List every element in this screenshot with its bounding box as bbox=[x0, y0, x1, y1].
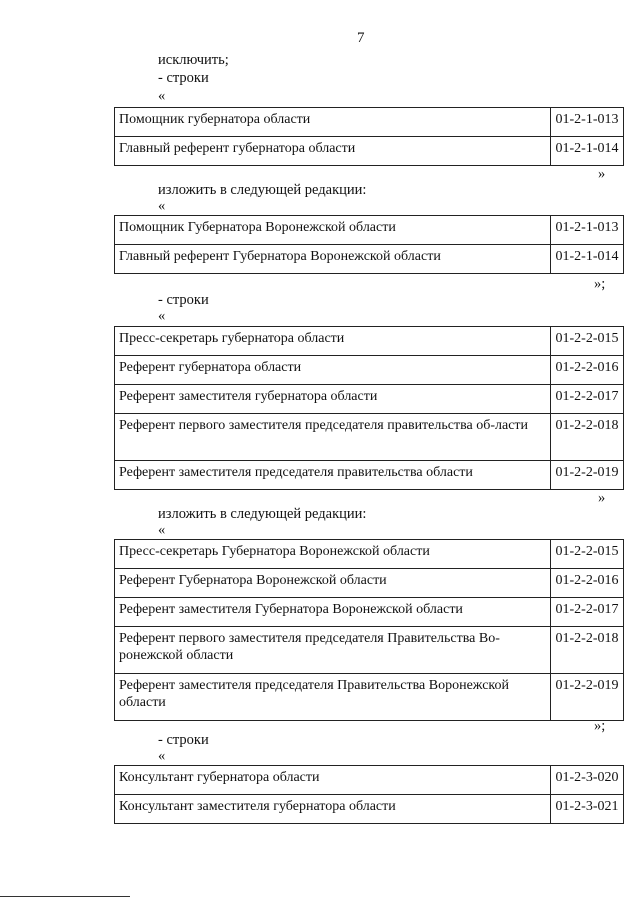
table-row bbox=[115, 598, 624, 627]
rows-label-3: - строки bbox=[158, 732, 209, 748]
table-1 bbox=[114, 107, 624, 166]
row-title: Пресс-секретарь Губернатора Воронежской области bbox=[115, 540, 551, 569]
row-code: 01-2-2-019 bbox=[551, 674, 624, 721]
rows-label-2: - строки bbox=[158, 292, 209, 308]
table-5 bbox=[114, 765, 624, 824]
row-code: 01-2-2-019 bbox=[551, 461, 624, 490]
table-row bbox=[115, 414, 624, 461]
row-code: 01-2-1-013 bbox=[551, 108, 624, 137]
row-title: Главный референт губернатора области bbox=[115, 137, 551, 166]
table-row bbox=[115, 356, 624, 385]
table-row bbox=[115, 569, 624, 598]
close-quote-semicolon-2: »; bbox=[594, 718, 606, 734]
row-title: Пресс-секретарь губернатора области bbox=[115, 327, 551, 356]
table-row bbox=[115, 627, 624, 674]
close-quote-2: » bbox=[598, 490, 606, 506]
row-title: Референт заместителя председателя правительства области bbox=[115, 461, 551, 490]
rows-label-1: - строки bbox=[158, 70, 209, 86]
row-code: 01-2-2-015 bbox=[551, 540, 624, 569]
open-quote-5: « bbox=[158, 748, 166, 764]
footnote-divider bbox=[0, 896, 130, 897]
table-row bbox=[115, 766, 624, 795]
row-code: 01-2-2-018 bbox=[551, 414, 624, 461]
row-code: 01-2-2-016 bbox=[551, 569, 624, 598]
close-quote-1: » bbox=[598, 166, 606, 182]
table-row bbox=[115, 795, 624, 824]
exclude-text: исключить; bbox=[158, 52, 229, 68]
row-title: Референт Губернатора Воронежской области bbox=[115, 569, 551, 598]
close-quote-semicolon-1: »; bbox=[594, 276, 606, 292]
row-title: Главный референт Губернатора Воронежской области bbox=[115, 245, 551, 274]
row-title: Помощник губернатора области bbox=[115, 108, 551, 137]
table-row bbox=[115, 385, 624, 414]
row-code: 01-2-3-020 bbox=[551, 766, 624, 795]
row-title: Референт губернатора области bbox=[115, 356, 551, 385]
open-quote-4: « bbox=[158, 522, 166, 538]
table-row bbox=[115, 540, 624, 569]
table-row bbox=[115, 216, 624, 245]
row-code: 01-2-1-014 bbox=[551, 137, 624, 166]
table-row bbox=[115, 327, 624, 356]
row-code: 01-2-2-018 bbox=[551, 627, 624, 674]
table-row bbox=[115, 137, 624, 166]
open-quote-3: « bbox=[158, 308, 166, 324]
row-code: 01-2-2-017 bbox=[551, 385, 624, 414]
row-code: 01-2-1-013 bbox=[551, 216, 624, 245]
row-title: Референт заместителя председателя Правительства Воронежской области bbox=[115, 674, 551, 721]
row-title: Консультант губернатора области bbox=[115, 766, 551, 795]
table-row bbox=[115, 108, 624, 137]
new-edition-label-1: изложить в следующей редакции: bbox=[158, 182, 367, 198]
table-3 bbox=[114, 326, 624, 490]
row-title: Помощник Губернатора Воронежской области bbox=[115, 216, 551, 245]
row-code: 01-2-2-015 bbox=[551, 327, 624, 356]
new-edition-label-2: изложить в следующей редакции: bbox=[158, 506, 367, 522]
table-row bbox=[115, 674, 624, 721]
row-title: Референт первого заместителя председателя Правительства Во-ронежской области bbox=[115, 627, 551, 674]
row-code: 01-2-1-014 bbox=[551, 245, 624, 274]
row-code: 01-2-2-017 bbox=[551, 598, 624, 627]
row-title: Референт заместителя губернатора области bbox=[115, 385, 551, 414]
open-quote-1: « bbox=[158, 88, 166, 104]
row-code: 01-2-2-016 bbox=[551, 356, 624, 385]
open-quote-2: « bbox=[158, 198, 166, 214]
row-title: Референт заместителя Губернатора Воронежской области bbox=[115, 598, 551, 627]
table-2 bbox=[114, 215, 624, 274]
row-title: Консультант заместителя губернатора области bbox=[115, 795, 551, 824]
page-number: 7 bbox=[357, 30, 365, 46]
row-code: 01-2-3-021 bbox=[551, 795, 624, 824]
table-4 bbox=[114, 539, 624, 721]
table-row bbox=[115, 461, 624, 490]
row-title: Референт первого заместителя председателя правительства об-ласти bbox=[115, 414, 551, 461]
table-row bbox=[115, 245, 624, 274]
